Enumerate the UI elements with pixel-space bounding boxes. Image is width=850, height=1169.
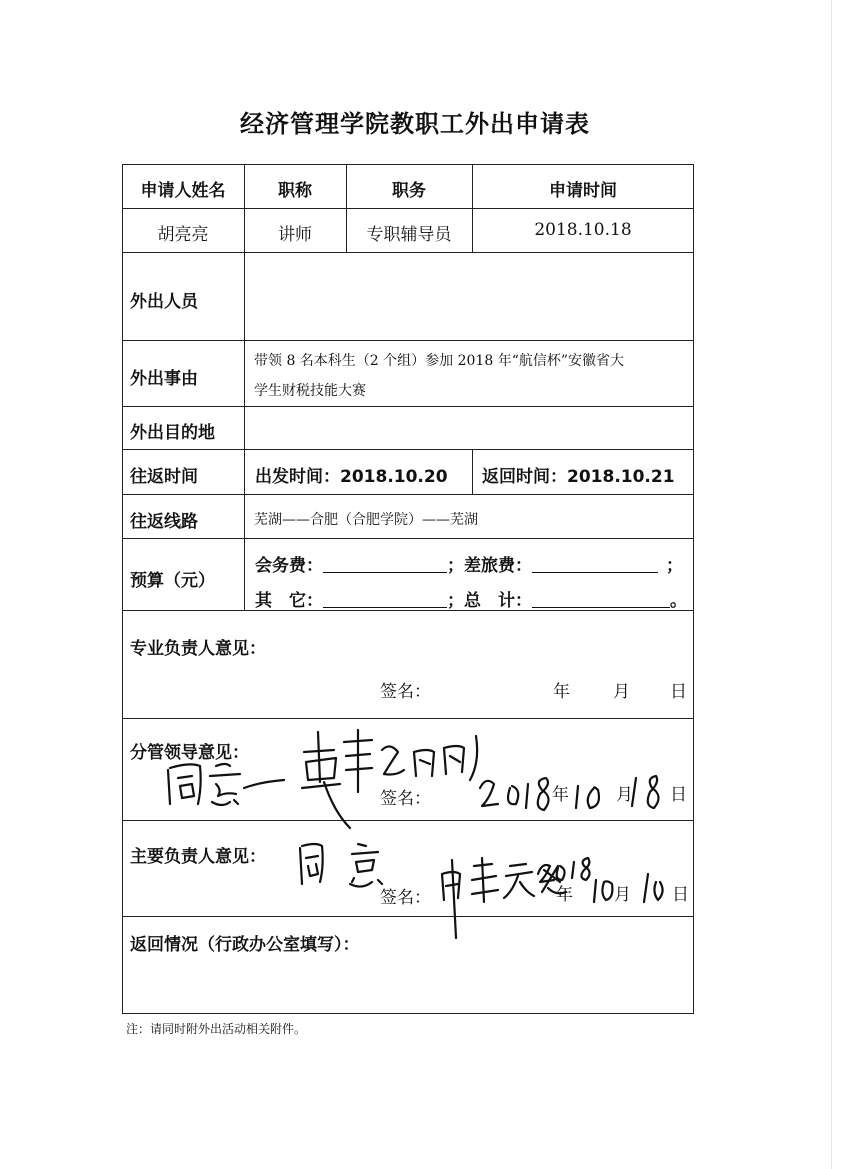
header-name: 申请人姓名: [140, 181, 226, 201]
label-time: 往返时间: [130, 467, 198, 487]
header-apply-time: 申请时间: [549, 181, 617, 201]
budget-other-label: 其 它：: [255, 591, 323, 611]
applicant-title: 讲师: [278, 225, 312, 245]
row-divider: [122, 208, 694, 209]
leader-month-label: 月: [616, 785, 633, 805]
budget-total-blank: [532, 591, 670, 608]
label-matter: 外出事由: [130, 369, 198, 389]
main-sign-label: 签名：: [380, 888, 431, 908]
major-day-label: 日: [670, 682, 687, 702]
applicant-position: 专职辅导员: [366, 225, 452, 245]
apply-date: 2018.10.18: [534, 220, 632, 240]
row-divider: [122, 252, 694, 253]
leader-date-handwriting: [476, 768, 676, 814]
budget-travel-blank: [532, 556, 658, 573]
budget-total-label: 总 计：: [464, 591, 532, 611]
row-divider: [122, 340, 694, 341]
major-sign-label: 签名：: [380, 682, 431, 702]
header-position: 职务: [392, 181, 426, 201]
leader-signature: [294, 722, 494, 832]
label-leader-opinion: 分管领导意见：: [130, 743, 249, 763]
value-return: 返回时间：2018.10.21: [482, 467, 675, 487]
leader-year-label: 年: [552, 785, 569, 805]
main-signature: [434, 852, 694, 944]
row-divider: [122, 449, 694, 450]
scan-edge: [831, 0, 832, 1169]
label-budget: 预算（元）: [130, 571, 215, 591]
value-route: 芜湖——合肥（合肥学院）——芜湖: [254, 512, 478, 528]
value-matter-line1: 带领 8 名本科生（2 个组）参加 2018 年“航信杯”安徽省大: [254, 353, 625, 369]
row-divider: [122, 494, 694, 495]
row-divider: [122, 406, 694, 407]
row-divider: [122, 538, 694, 539]
main-day-label: 日: [672, 885, 689, 905]
main-year-label: 年: [556, 885, 573, 905]
budget-line2: [255, 586, 687, 611]
leader-day-label: 日: [670, 785, 687, 805]
label-main-opinion: 主要负责人意见：: [130, 847, 266, 867]
applicant-name: 胡亮亮: [157, 225, 209, 245]
major-year-label: 年: [553, 682, 570, 702]
footnote: 注：请同时附外出活动相关附件。: [126, 1022, 307, 1036]
label-persons: 外出人员: [130, 292, 198, 312]
main-comment-handwriting: [292, 836, 402, 896]
label-destination: 外出目的地: [130, 423, 215, 443]
budget-line1: [255, 551, 683, 576]
label-route: 往返线路: [130, 512, 198, 532]
budget-other-blank: [323, 591, 447, 608]
budget-sep2: ；: [447, 591, 464, 611]
budget-end1: ；: [666, 556, 683, 576]
budget-end2: 。: [670, 591, 687, 611]
leader-comment-handwriting: [160, 752, 290, 812]
label-return-status: 返回情况（行政办公室填写）：: [130, 935, 360, 955]
value-depart: 出发时间：2018.10.20: [255, 467, 448, 487]
budget-meeting-blank: [323, 556, 447, 573]
main-month-label: 月: [614, 885, 631, 905]
col-divider: [472, 449, 473, 494]
budget-meeting-label: 会务费：: [255, 556, 323, 576]
budget-sep1: ；: [447, 556, 464, 576]
budget-travel-label: 差旅费：: [464, 556, 532, 576]
label-major-opinion: 专业负责人意见：: [130, 639, 266, 659]
header-title: 职称: [278, 181, 312, 201]
value-matter-line2: 学生财税技能大赛: [254, 383, 366, 399]
form-title: 经济管理学院教职工外出申请表: [240, 110, 590, 138]
major-month-label: 月: [613, 682, 630, 702]
row-divider: [122, 718, 694, 719]
leader-sign-label: 签名：: [380, 789, 431, 809]
